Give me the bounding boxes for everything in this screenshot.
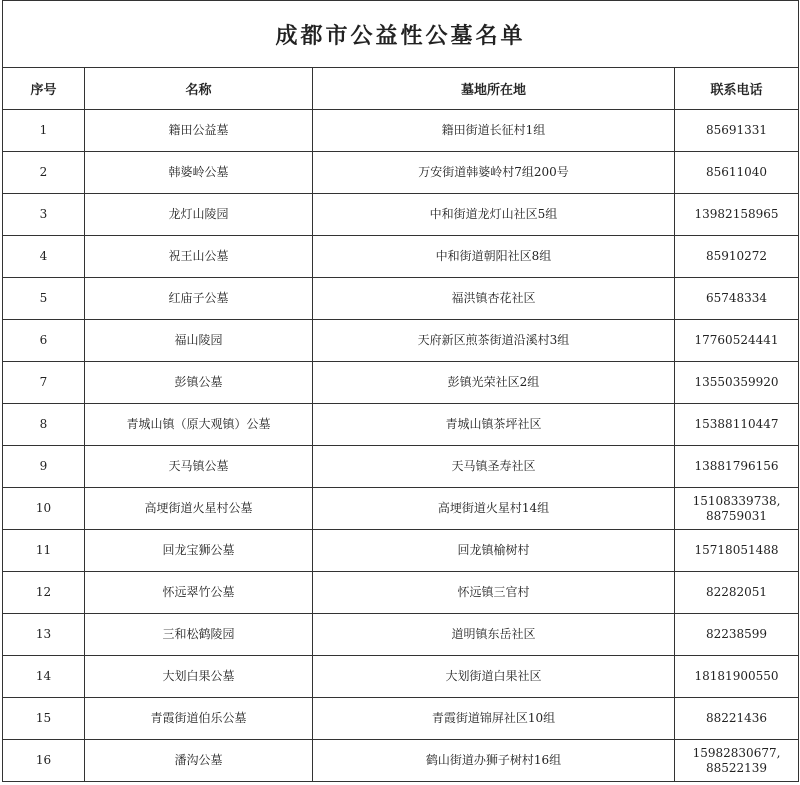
table-row — [3, 614, 799, 656]
phone-number: 15718051488 — [694, 543, 779, 557]
phone-number: 15982830677, — [692, 745, 781, 760]
cell-no: 13 — [3, 614, 85, 656]
header-phone: 联系电话 — [675, 68, 799, 110]
phone-number: 88522139 — [705, 760, 768, 775]
cell-location: 回龙镇榆树村 — [313, 530, 675, 572]
phone-number: 85691331 — [705, 123, 768, 137]
cell-name: 三和松鹤陵园 — [85, 614, 313, 656]
table-row — [3, 236, 799, 278]
cell-name: 怀远翠竹公墓 — [85, 572, 313, 614]
cell-name: 回龙宝狮公墓 — [85, 530, 313, 572]
cell-phone — [675, 446, 799, 488]
cell-name: 青城山镇（原大观镇）公墓 — [85, 404, 313, 446]
cell-name: 大划白果公墓 — [85, 656, 313, 698]
cell-phone — [675, 404, 799, 446]
cell-location: 青城山镇茶坪社区 — [313, 404, 675, 446]
phone-number: 65748334 — [705, 291, 768, 305]
cell-no: 4 — [3, 236, 85, 278]
header-location: 墓地所在地 — [313, 68, 675, 110]
cell-phone — [675, 740, 799, 782]
table-row — [3, 110, 799, 152]
phone-number: 13881796156 — [694, 459, 779, 473]
table-row — [3, 698, 799, 740]
table-row — [3, 740, 799, 782]
table-row — [3, 362, 799, 404]
cell-location: 怀远镇三官村 — [313, 572, 675, 614]
cell-phone — [675, 362, 799, 404]
cell-location: 大划街道白果社区 — [313, 656, 675, 698]
phone-number: 13550359920 — [694, 375, 779, 389]
phone-number: 18181900550 — [694, 669, 779, 683]
table-row — [3, 194, 799, 236]
cell-no: 1 — [3, 110, 85, 152]
table-row — [3, 488, 799, 530]
cell-phone — [675, 194, 799, 236]
cell-name: 红庙子公墓 — [85, 278, 313, 320]
cemetery-table — [2, 0, 799, 782]
cell-name: 彭镇公墓 — [85, 362, 313, 404]
cell-no: 5 — [3, 278, 85, 320]
phone-number: 13982158965 — [694, 207, 779, 221]
cell-no: 8 — [3, 404, 85, 446]
cell-location: 中和街道朝阳社区8组 — [313, 236, 675, 278]
cell-phone — [675, 236, 799, 278]
cell-no: 16 — [3, 740, 85, 782]
cell-no: 10 — [3, 488, 85, 530]
phone-number: 85910272 — [705, 249, 768, 263]
table-row — [3, 656, 799, 698]
cell-no: 2 — [3, 152, 85, 194]
cell-name: 天马镇公墓 — [85, 446, 313, 488]
header-name: 名称 — [85, 68, 313, 110]
header-no: 序号 — [3, 68, 85, 110]
cell-location: 籍田街道长征村1组 — [313, 110, 675, 152]
table-row — [3, 404, 799, 446]
cell-location: 道明镇东岳社区 — [313, 614, 675, 656]
cell-location: 福洪镇杏花社区 — [313, 278, 675, 320]
cell-phone — [675, 572, 799, 614]
table-row — [3, 572, 799, 614]
phone-number: 82238599 — [705, 627, 768, 641]
phone-number: 82282051 — [705, 585, 768, 599]
header-row — [3, 68, 799, 110]
cell-name: 籍田公益墓 — [85, 110, 313, 152]
cell-name: 潘沟公墓 — [85, 740, 313, 782]
cell-no: 15 — [3, 698, 85, 740]
cell-name: 龙灯山陵园 — [85, 194, 313, 236]
phone-number: 15108339738, — [692, 493, 781, 508]
table-row — [3, 446, 799, 488]
cell-no: 11 — [3, 530, 85, 572]
cell-no: 14 — [3, 656, 85, 698]
cell-no: 12 — [3, 572, 85, 614]
cell-name: 祝王山公墓 — [85, 236, 313, 278]
cell-phone — [675, 110, 799, 152]
cell-name: 高埂街道火星村公墓 — [85, 488, 313, 530]
cell-phone — [675, 530, 799, 572]
cell-location: 青霞街道锦屏社区10组 — [313, 698, 675, 740]
table-row — [3, 152, 799, 194]
cell-name: 青霞街道伯乐公墓 — [85, 698, 313, 740]
cell-location: 高埂街道火星村14组 — [313, 488, 675, 530]
table-row — [3, 278, 799, 320]
cell-location: 万安街道韩婆岭村7组200号 — [313, 152, 675, 194]
cell-location: 中和街道龙灯山社区5组 — [313, 194, 675, 236]
cell-phone — [675, 320, 799, 362]
cell-location: 天府新区煎茶街道沿溪村3组 — [313, 320, 675, 362]
cell-phone — [675, 278, 799, 320]
cell-phone — [675, 698, 799, 740]
cell-phone — [675, 614, 799, 656]
cell-location: 彭镇光荣社区2组 — [313, 362, 675, 404]
cell-no: 3 — [3, 194, 85, 236]
cell-no: 6 — [3, 320, 85, 362]
cell-location: 鹤山街道办狮子树村16组 — [313, 740, 675, 782]
cell-no: 9 — [3, 446, 85, 488]
cell-phone — [675, 152, 799, 194]
cell-phone — [675, 656, 799, 698]
cell-location: 天马镇圣寿社区 — [313, 446, 675, 488]
phone-number: 88759031 — [705, 508, 768, 523]
phone-number: 88221436 — [705, 711, 768, 725]
phone-number: 17760524441 — [694, 333, 779, 347]
table-row — [3, 320, 799, 362]
cell-name: 韩婆岭公墓 — [85, 152, 313, 194]
cell-name: 福山陵园 — [85, 320, 313, 362]
table-title: 成都市公益性公墓名单 — [3, 1, 799, 68]
cell-phone — [675, 488, 799, 530]
phone-number: 85611040 — [705, 165, 768, 179]
cell-no: 7 — [3, 362, 85, 404]
phone-number: 15388110447 — [694, 417, 779, 431]
table-row — [3, 530, 799, 572]
